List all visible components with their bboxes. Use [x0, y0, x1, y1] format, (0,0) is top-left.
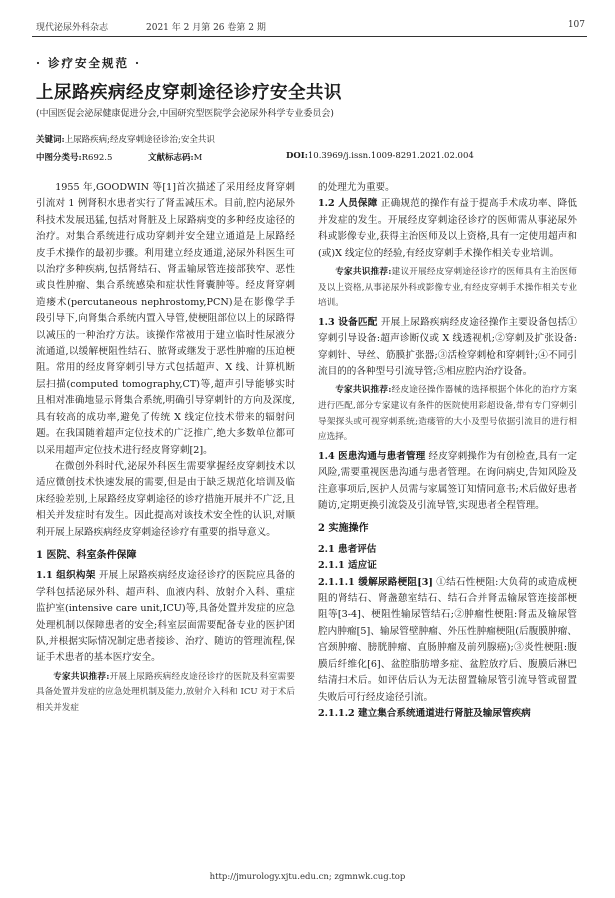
section-2-1-1-heading: 2.1.1 适应证: [318, 560, 377, 572]
keywords-label: 关键词:: [36, 135, 65, 145]
section-2-1-1-1: [318, 575, 577, 706]
recommendation-text: 经皮途径操作器械的选择根据个体化的治疗方案进行匹配,部分专家建议有条件的医院使用彩超设备,带有专门穿刺引导架探头或可视穿刺系统;造瘘管的大小及型号依据引流目的进行相应选择。: [318, 385, 577, 443]
keywords: 上尿路疾病;经皮穿刺途径诊治;安全共识: [64, 135, 215, 145]
section-1-1: [36, 568, 295, 666]
recommendation-label: 专家共识推荐:: [53, 671, 110, 682]
expert-recommendation-3: [318, 383, 577, 445]
running-header: [36, 20, 585, 34]
doi-field: [286, 151, 474, 161]
section-1-heading: 1 医院、科室条件保障: [36, 549, 137, 561]
recommendation-label: 专家共识推荐:: [335, 267, 392, 278]
doi-value: 10.3969/j.issn.1009-8291.2021.02.004: [307, 151, 474, 161]
doc-code-value: M: [193, 153, 203, 163]
expert-recommendation-1: [36, 670, 295, 717]
section-2-heading: 2 实施操作: [318, 523, 369, 535]
section-2-1-1-2-heading: 2.1.1.2 建立集合系统通道进行肾脏及输尿管疾病: [318, 707, 531, 719]
doc-code-field: [148, 151, 202, 163]
column-tag: · 诊疗安全规范 ·: [36, 56, 142, 70]
recommendation-text: 建议开展经皮穿刺途径诊疗的医师具有主治医师及以上资格,从事泌尿外科或影像专业,有经皮穿刺手术操作相关专业培训。: [318, 267, 577, 309]
article-title: 上尿路疾病经皮穿刺途径诊疗安全共识: [36, 83, 342, 103]
issue-info: 2021 年 2 月第 26 卷第 2 期: [146, 23, 266, 33]
section-2-1-1-2: [318, 706, 577, 722]
section-1-3-heading: 1.3 设备匹配: [318, 316, 378, 328]
clc-field: [36, 151, 112, 163]
footer-url: http://jmurology.xjtu.edu.cn; zgmnwk.cug.top: [209, 872, 406, 882]
intro-paragraph-2: 在微创外科时代,泌尿外科医生需要掌握经皮穿刺技术以适应微创技术快速发展的需要,但是由于缺乏规范化培训及临床经验差别,上尿路经皮穿刺途径的诊疗措施开展并不广泛,且相关并发症时有发生。因此提高对该技术安全性的认识,对顺利开展上尿路疾病经皮穿刺途径诊疗有重要的指导意义。: [36, 460, 295, 538]
continued-text: 的处理尤为重要。: [318, 182, 395, 193]
section-1-4-heading: 1.4 医患沟通与患者管理: [318, 450, 426, 462]
section-1-4-text: 经皮穿刺操作为有创检查,具有一定风险,需要重视医患沟通与患者管理。在询问病史,告知风险及注意事项后,医护人员需与家属签订知情同意书;术后做好患者随访,定期更换引流袋及引流导管,实现患者全程管理。: [318, 450, 577, 512]
doc-code-label: 文献标志码:: [148, 153, 194, 163]
header-divider: [32, 36, 587, 37]
section-1-3: [318, 315, 577, 381]
left-column: [36, 180, 295, 720]
right-column: [318, 180, 577, 722]
section-1-2: [318, 196, 577, 262]
clc-value: R692.5: [81, 153, 113, 163]
section-1-3-text: 开展上尿路疾病经皮途径操作主要设备包括①穿刺引导设备:超声诊断仪或 X 线透视机;②穿刺及扩张设备:穿刺针、导丝、筋膜扩张器;③活检穿刺枪和穿刺针;④不同引流目的的各种型号引流导管;⑤相应腔内治疗设备。: [318, 316, 578, 378]
section-2-1-1-1-heading: 2.1.1.1 缓解尿路梗阻[3]: [318, 576, 433, 588]
clc-label: 中图分类号:: [36, 153, 82, 163]
journal-name: 现代泌尿外科杂志: [36, 23, 109, 33]
recommendation-text: 开展上尿路疾病经皮途径诊疗的医院及科室需要具备处置并发症的应急处理机制及能力,放射介入科和 ICU 对于术后相关并发症: [36, 671, 295, 713]
section-2-1-1-1-text: ①结石性梗阻:大负荷的或造成梗阻的肾结石、肾盏憩室结石、结石合并肾盂输尿管连接部梗阻等[3-4]、梗阻性输尿管结石;②肿瘤性梗阻:肾盂及输尿管腔内肿瘤[5]、输尿管壁肿瘤、外压性肿瘤梗阻(后腹膜肿瘤、宫颈肿瘤、膀胱肿瘤、直肠肿瘤及前列腺癌);③炎性梗阻:腹膜后纤维化[6]、盆腔脂肪增多症、盆腔放疗后、腹膜后淋巴结清扫术后。如评估后认为无法留置输尿管引流导管或留置失败后可行经皮途径引流。: [318, 576, 577, 703]
section-1-1-text: 开展上尿路疾病经皮途径诊疗的医院应具备的学科包括泌尿外科、超声科、血液内科、放射介入科、重症监护室(intensive care unit,ICU)等,具备处置并发症的应急处理机制以保障患者的安全;科室层面需要配备专业的医护团队,并根据实际情况制定患者接诊、治疗、随访的管理流程,保证手术患者的基本医疗安全。: [36, 570, 296, 664]
section-1-1-heading: 1.1 组织构架: [36, 570, 96, 582]
recommendation-label: 专家共识推荐:: [335, 385, 392, 396]
section-1-4: [318, 449, 577, 515]
section-2-1-heading: 2.1 患者评估: [318, 543, 377, 555]
keywords-line: [36, 133, 215, 145]
article-authors: (中国医促会泌尿健康促进分会,中国研究型医院学会泌尿外科学专业委员会): [36, 109, 334, 119]
doi-label: DOI:: [286, 151, 308, 161]
page-number: 107: [567, 20, 585, 30]
section-1-2-text: 正确规范的操作有益于提高手术成功率、降低并发症的发生。开展经皮穿刺途径诊疗的医师需从事泌尿外科或影像专业,获得主治医师及以上资格,具有一定使用超声和(或)X 线定位的经验,有经皮穿刺手术操作相关专业培训。: [318, 198, 578, 259]
expert-recommendation-2: [318, 265, 577, 312]
intro-paragraph-1: 1955 年,GOODWIN 等[1]首次描述了采用经皮肾穿刺引流对 1 例肾积水患者实行了肾盂减压术。目前,腔内泌尿外科技术发展迅猛,包括对肾脏及上尿路病变的多种经皮途径的治疗。对集合系统进行成功穿刺并安全建立通道是上尿路经皮手术操作的最初步骤。利用建立经皮通道,泌尿外科医生可以治疗多种疾病,包括肾结石、肾盂输尿管连接部狭窄、恶性或良性肿瘤、集合系统感染和症状性肾囊肿等。经皮肾穿刺造瘘术(percutaneous nephrostomy,PCN)是在影像学手段引导下,向肾集合系统内置入导管,使梗阻部位以上的尿路得以减压的一种治疗方法。该操作常被用于建立临时性尿液分流通道,以缓解梗阻性结石、脓肾或继发于恶性肿瘤的压迫梗阻。常用的经皮肾穿刺引导方式包括超声、X 线、计算机断层扫描(computed tomography,CT)等,超声引导能够实时且相对准确地显示肾集合系统,明确引导穿刺针的方向及深度,具有较高的成功率,避免了传统 X 线定位技术带来的辐射问题。在我国随着超声定位技术的广泛推广,绝大多数单位都可以采用超声定位技术进行经皮肾穿刺[2]。: [36, 182, 295, 456]
section-1-2-heading: 1.2 人员保障: [318, 198, 378, 210]
